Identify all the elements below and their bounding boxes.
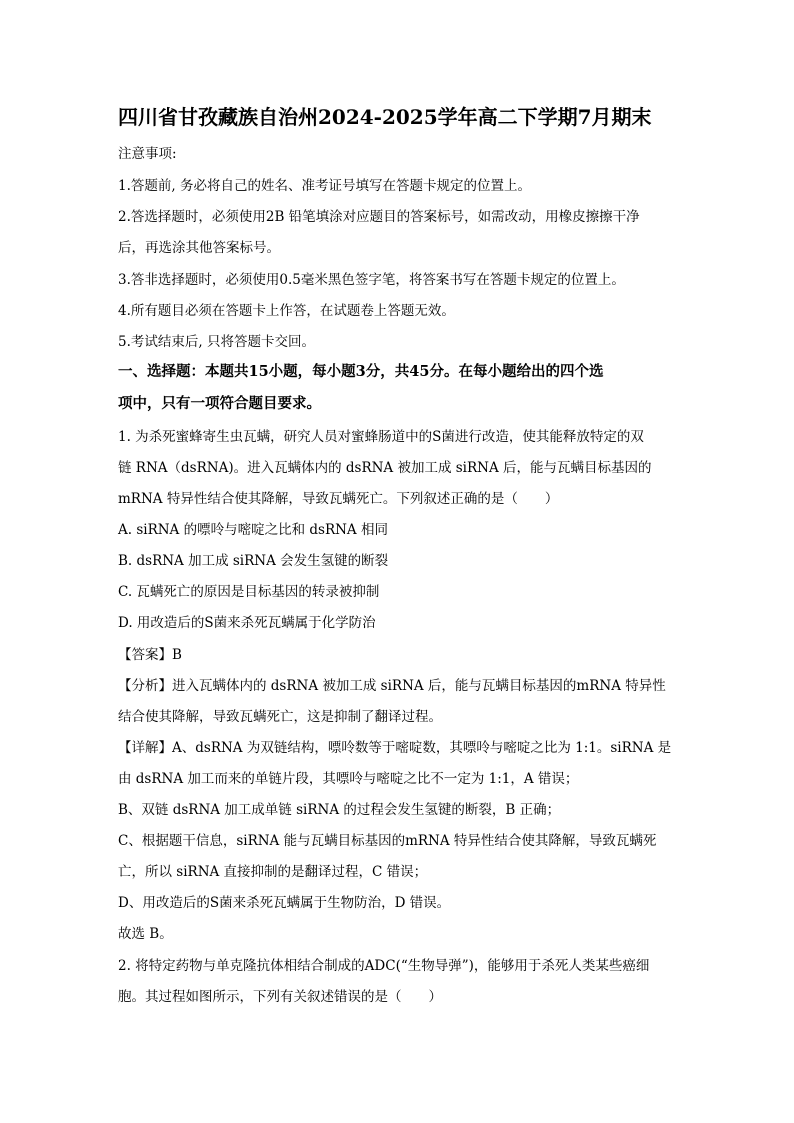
notice-line: 3.答非选择题时，必须使用0.5毫米黑色签字笔，将答案书写在答题卡规定的位置上。	[118, 272, 625, 288]
question-stem: 2. 将特定药物与单克隆抗体相结合制成的ADC(“生物导弹”)，能够用于杀死人类某些癌细	[118, 958, 650, 974]
notice-line: 1.答题前, 务必将自己的姓名、准考证号填写在答题卡规定的位置上。	[118, 178, 531, 194]
question-stem: 1. 为杀死蜜蜂寄生虫瓦螨，研究人员对蜜蜂肠道中的S菌进行改造，使其能释放特定的双	[118, 429, 644, 445]
option-d: D. 用改造后的S菌来杀死瓦螨属于化学防治	[118, 615, 376, 631]
notice-header: 注意事项:	[118, 146, 177, 162]
notice-line: 4.所有题目必须在答题卡上作答，在试题卷上答题无效。	[118, 303, 455, 319]
section-heading: 一、选择题：本题共15小题，每小题3分，共45分。在每小题给出的四个选	[118, 363, 604, 380]
question-stem: 胞。其过程如图所示，下列有关叙述错误的是（ ）	[118, 989, 442, 1005]
question-stem: mRNA 特异性结合使其降解，导致瓦螨死亡。下列叙述正确的是（ ）	[118, 491, 559, 507]
detail: 亡，所以 siRNA 直接抑制的是翻译过程，C 错误；	[118, 864, 428, 880]
section-heading: 项中，只有一项符合题目要求。	[118, 395, 321, 412]
notice-line: 2.答选择题时，必须使用2B 铅笔填涂对应题目的答案标号，如需改动，用橡皮擦擦干净	[118, 209, 640, 225]
option-a: A. siRNA 的嘌呤与嘧啶之比和 dsRNA 相同	[118, 522, 388, 538]
detail: C、根据题干信息，siRNA 能与瓦螨目标基因的mRNA 特异性结合使其降解，导致瓦螨死	[118, 833, 657, 849]
detail: 故选 B。	[118, 926, 173, 942]
detail: D、用改造后的S菌来杀死瓦螨属于生物防治，D 错误。	[118, 895, 451, 911]
analysis: 【分析】进入瓦螨体内的 dsRNA 被加工成 siRNA 后，能与瓦螨目标基因的mRNA 特异性	[118, 678, 666, 694]
notice-line: 后，再选涂其他答案标号。	[118, 240, 280, 256]
detail: B、双链 dsRNA 加工成单链 siRNA 的过程会发生氢键的断裂，B 正确；	[118, 802, 561, 818]
analysis: 结合使其降解，导致瓦螨死亡，这是抑制了翻译过程。	[118, 709, 442, 725]
option-b: B. dsRNA 加工成 siRNA 会发生氢键的断裂	[118, 553, 389, 569]
detail: 【详解】A、dsRNA 为双链结构，嘌呤数等于嘧啶数，其嘌呤与嘧啶之比为 1:1。siRNA 是	[118, 740, 672, 756]
option-c: C. 瓦螨死亡的原因是目标基因的转录被抑制	[118, 584, 380, 600]
document-title: 四川省甘孜藏族自治州2024-2025学年高二下学期7月期末	[118, 105, 652, 129]
notice-line: 5.考试结束后, 只将答题卡交回。	[118, 334, 315, 350]
answer: 【答案】B	[118, 647, 182, 663]
question-stem: 链 RNA（dsRNA)。进入瓦螨体内的 dsRNA 被加工成 siRNA 后，能与瓦螨目标基因的	[118, 460, 652, 476]
detail: 由 dsRNA 加工而来的单链片段，其嘌呤与嘧啶之比不一定为 1:1，A 错误；	[118, 771, 579, 787]
